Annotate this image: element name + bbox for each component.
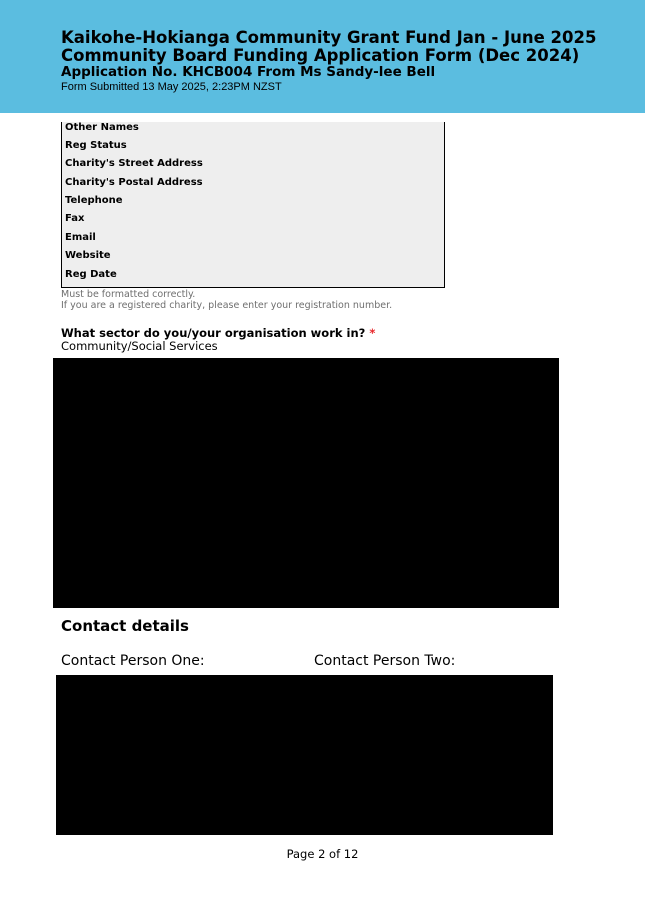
field-website: Website (65, 250, 111, 261)
contact-section-title: Contact details (61, 617, 189, 635)
sector-question (61, 328, 375, 340)
submission-timestamp: Form Submitted 13 May 2025, 2:23PM NZST (61, 81, 282, 93)
redacted-contacts-block (56, 675, 553, 835)
format-hint: Must be formatted correctly. (61, 289, 196, 300)
field-telephone: Telephone (65, 195, 123, 206)
redacted-block (53, 358, 559, 608)
field-postal-address: Charity's Postal Address (65, 177, 203, 188)
field-fax: Fax (65, 213, 85, 224)
required-marker: * (369, 326, 376, 340)
field-email: Email (65, 232, 96, 243)
contact-person-one-label: Contact Person One: (61, 653, 205, 669)
form-title: Community Board Funding Application Form (Dec 2024) (61, 46, 580, 65)
form-header (0, 0, 645, 113)
page-indicator: Page 2 of 12 (286, 847, 359, 861)
sector-answer: Community/Social Services (61, 339, 218, 353)
application-number: Application No. KHCB004 From Ms Sandy-lee Bell (61, 64, 436, 80)
field-reg-status: Reg Status (65, 140, 127, 151)
registration-hint: If you are a registered charity, please enter your registration number. (61, 300, 393, 311)
charity-info-box (61, 122, 445, 288)
fund-title: Kaikohe-Hokianga Community Grant Fund Jan - June 2025 (61, 28, 597, 47)
field-reg-date: Reg Date (65, 269, 117, 280)
field-other-names: Other Names (65, 122, 139, 133)
contact-person-two-label: Contact Person Two: (314, 653, 456, 669)
sector-question-label: What sector do you/your organisation work in? (61, 326, 366, 340)
field-street-address: Charity's Street Address (65, 158, 203, 169)
